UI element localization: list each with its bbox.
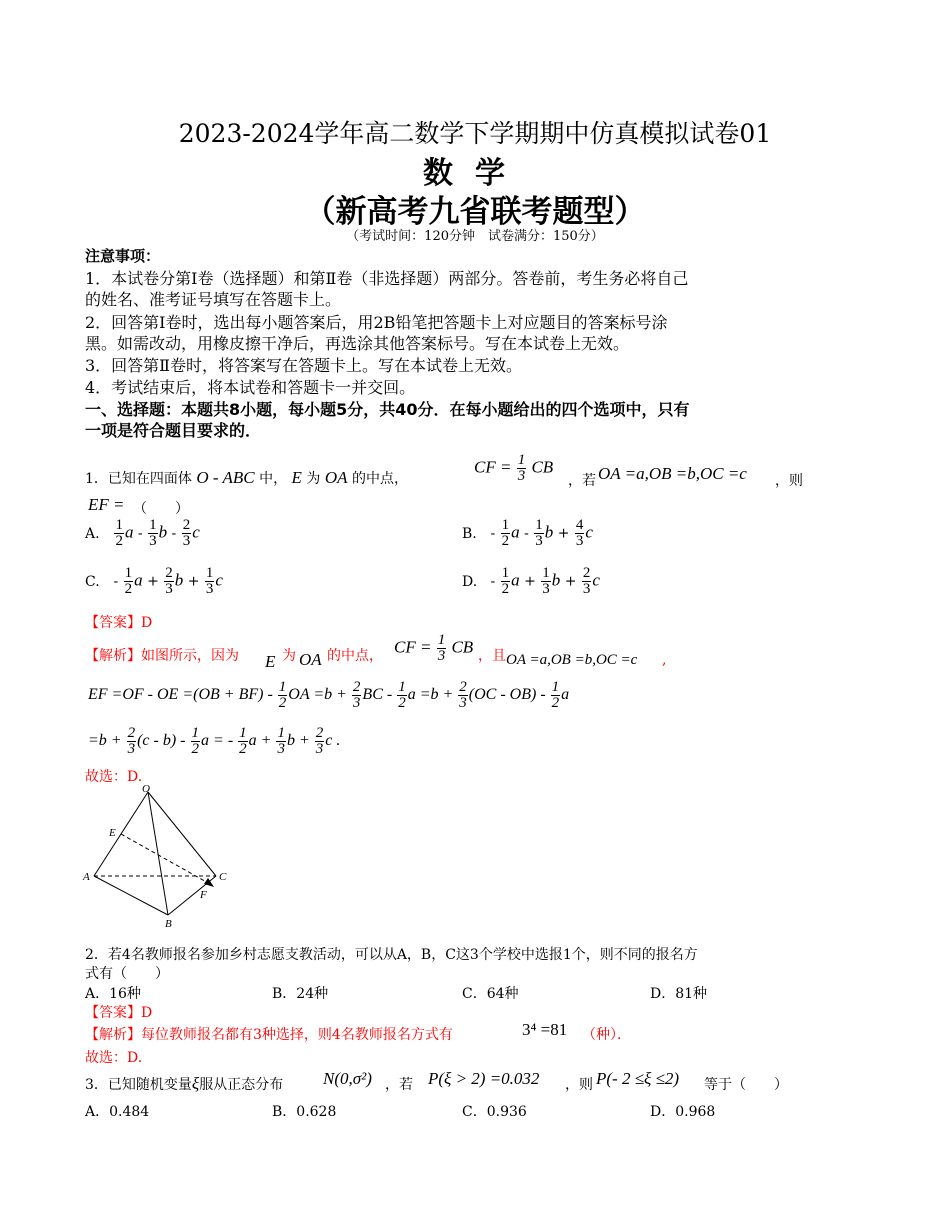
q3-stem: 3．已知随机变量ξ服从正态分布 <box>85 1074 284 1093</box>
q1-condition: OA =a,OB =b,OC =c <box>598 464 747 483</box>
notice-item-3: 3．回答第Ⅱ卷时，将答案写在答题卡上。写在本试卷上无效。 <box>85 356 523 375</box>
q2-analysis-math: 3⁴ =81 <box>522 1020 568 1039</box>
q1-analysis-comma: , <box>662 652 667 668</box>
q1-stem-then: ，则 <box>775 473 803 489</box>
q3-option-b[interactable]: B．0.628 <box>272 1104 337 1120</box>
notice-item-2a: 2．回答第Ⅰ卷时，选出每小题答案后，用2B铅笔把答题卡上对应题目的答案标号涂 <box>85 313 668 332</box>
q2-stem-line1: 2．若4名教师报名参加乡村志愿支教活动，可以从A，B，C这3个学校中选报1个，则不同的报名方 <box>85 947 698 963</box>
q1-paren: （ ） <box>133 501 189 517</box>
q1-stem: 1．已知在四面体 O - ABC 中， E 为 OA 的中点， <box>85 468 408 487</box>
q1-conclusion: 故选：D. <box>85 769 143 785</box>
edge-oc <box>148 792 216 876</box>
exam-subtitle: （新高考九省联考题型） <box>304 194 646 230</box>
q3-option-a[interactable]: A．0.484 <box>85 1104 150 1120</box>
notice-heading: 注意事项： <box>85 247 161 265</box>
edge-ab <box>94 876 168 915</box>
tetrahedron-diagram <box>80 780 240 930</box>
q1-option-a[interactable]: A. $\frac{1}{2}$ a - $\frac{1}{3}$ b - $\frac{2}{3}$ c <box>85 517 200 549</box>
q2-analysis-end: （种）． <box>582 1027 631 1043</box>
label-b: B <box>165 918 172 930</box>
q3-option-d[interactable]: D．0.968 <box>650 1104 716 1120</box>
q1-ef: EF = <box>88 495 125 514</box>
q2-option-d[interactable]: D．81种 <box>650 986 708 1002</box>
notice-item-1b: 的姓名、准考证号填写在答题卡上。 <box>85 290 342 309</box>
label-f: F <box>200 889 207 901</box>
subject-title: 数学 <box>423 156 527 191</box>
q2-option-a[interactable]: A．16种 <box>85 986 141 1002</box>
q3-distribution: N(0,σ²) <box>323 1069 372 1088</box>
q1-analysis-cond: OA =a,OB =b,OC =c <box>506 652 638 668</box>
notice-item-2b: 黑。如需改动，用橡皮擦干净后，再选涂其他答案标号。写在本试卷上无效。 <box>85 334 630 353</box>
exam-info: （考试时间：120分钟 试卷满分：150分） <box>346 229 604 244</box>
q3-stem-then: ，则 <box>565 1077 593 1093</box>
q1-cf-expr: CF = $\frac{1}{3}$ CB <box>474 452 554 484</box>
label-e: E <box>109 827 116 839</box>
label-c: C <box>219 871 227 883</box>
q2-option-b[interactable]: B．24种 <box>272 986 329 1002</box>
q2-analysis: 【解析】每位教师报名都有3种选择，则4名教师报名方式有 <box>85 1027 453 1043</box>
exam-title: 2023-2024学年高二数学下学期期中仿真模拟试卷01 <box>178 119 772 148</box>
q2-conclusion: 故选：D. <box>85 1050 143 1066</box>
q2-stem-line2: 式有（ ） <box>85 966 169 982</box>
q1-stem-if: ，若 <box>568 473 596 489</box>
q1-analysis-e: E <box>265 652 276 671</box>
q3-target: P(- 2 ≤ξ ≤2) <box>596 1069 680 1088</box>
q1-derivation-line1: EF =OF - OE =(OB + BF) - $\frac{1}{2}$ OA =b + $\frac{2}{3}$ BC - $\frac{1}{2}$ a =b + $\frac{2}{3}$ (OC - OB) - $\frac{1}{2}$ a <box>88 679 570 711</box>
q1-analysis-intro: 【解析】如图所示，因为 <box>85 648 239 664</box>
q2-answer: 【答案】D <box>85 1005 153 1021</box>
q1-analysis-cf: CF = $\frac{1}{3}$ CB <box>394 632 474 664</box>
q1-analysis-mid: 的中点， <box>327 648 383 664</box>
notice-item-1a: 1．本试卷分第Ⅰ卷（选择题）和第Ⅱ卷（非选择题）两部分。答卷前，考生务必将自己 <box>85 269 689 288</box>
section-heading-line2: 一项是符合题目要求的． <box>85 421 262 440</box>
edge-ob <box>148 792 168 915</box>
q3-stem-if: ，若 <box>385 1077 413 1093</box>
q1-analysis-oa: OA <box>299 650 322 669</box>
q1-option-b[interactable]: B. - $\frac{1}{2}$ a - $\frac{1}{3}$ b + $\frac{4}{3}$ c <box>462 517 593 549</box>
q1-analysis-wei: 为 <box>282 648 296 664</box>
q3-option-c[interactable]: C．0.936 <box>462 1104 527 1120</box>
q1-analysis-and: ，且 <box>478 648 506 664</box>
q3-condition: P(ξ > 2) =0.032 <box>428 1069 540 1088</box>
label-a: A <box>83 871 90 883</box>
q2-option-c[interactable]: C．64种 <box>462 986 519 1002</box>
q1-option-d[interactable]: D. - $\frac{1}{2}$ a + $\frac{1}{3}$ b + $\frac{2}{3}$ c <box>462 565 600 597</box>
q3-stem-end: 等于（ ） <box>704 1077 788 1093</box>
notice-item-4: 4．考试结束后，将本试卷和答题卡一并交回。 <box>85 378 416 397</box>
label-o: O <box>142 783 150 795</box>
q1-option-c[interactable]: C. - $\frac{1}{2}$ a + $\frac{2}{3}$ b + $\frac{1}{3}$ c <box>85 565 223 597</box>
section-heading-line1: 一、选择题：本题共8小题，每小题5分，共40分．在每小题给出的四个选项中，只有 <box>85 400 690 419</box>
q1-derivation-line2: =b + $\frac{2}{3}$ (c - b) - $\frac{1}{2}$ a = - $\frac{1}{2}$ a + $\frac{1}{3}$ b + $\frac{2}{3}$ c . <box>88 725 341 757</box>
q1-answer: 【答案】D <box>85 615 153 631</box>
